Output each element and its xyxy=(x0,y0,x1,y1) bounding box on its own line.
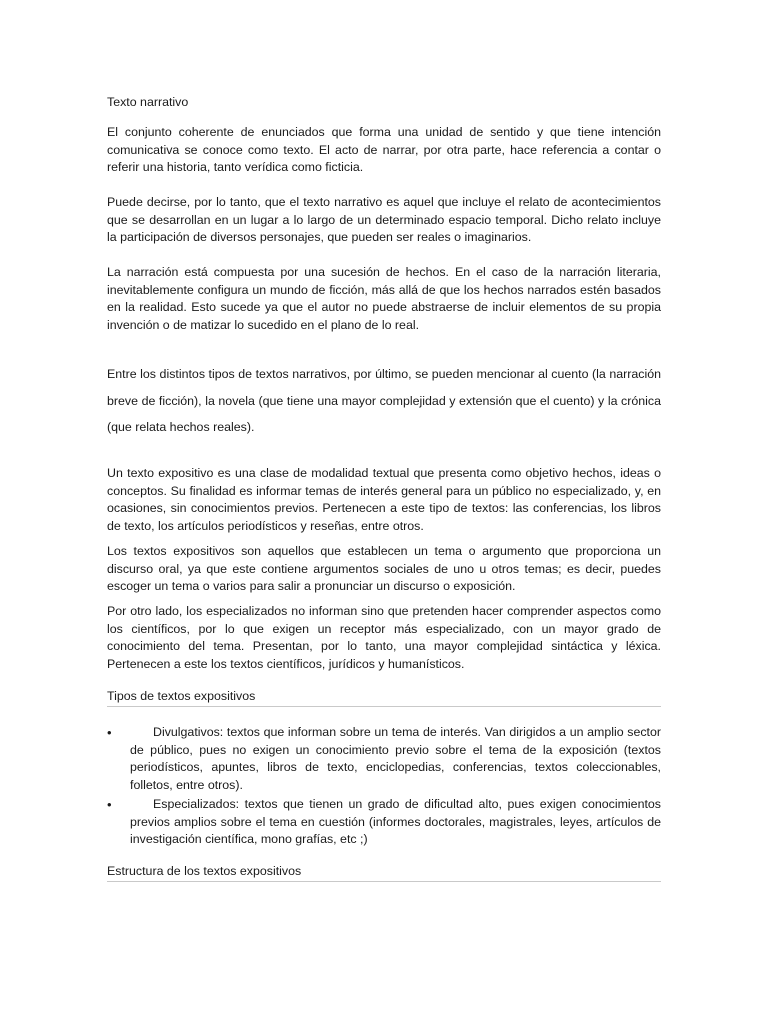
section-heading-types: Tipos de textos expositivos xyxy=(107,689,256,703)
paragraph-4: Entre los distintos tipos de textos narrativos, por último, se pueden mencionar al cuento (la narración breve de ficción), la novela (que tiene una mayor complejidad y extensión que el cuento) y la crónica (que relata hechos reales). xyxy=(107,367,661,434)
section-divider xyxy=(107,706,661,707)
list-item-text: Especializados: textos que tienen un grado de dificultad alto, pues exigen conocimientos previos amplios sobre el tema en cuestión (informes doctorales, magistrales, leyes, artículos de investigación científica, mono grafías, etc ;) xyxy=(130,797,661,846)
section-heading-structure: Estructura de los textos expositivos xyxy=(107,864,302,878)
paragraph-6: Los textos expositivos son aquellos que establecen un tema o argumento que proporciona un discurso oral, ya que este contiene argumentos sociales de uno u otros temas; es decir, puedes escoger un tema o varios para salir a pronunciar un discurso o exposición. xyxy=(107,544,661,593)
document-title: Texto narrativo xyxy=(107,95,189,109)
bullet-icon: • xyxy=(107,725,112,740)
paragraph-2: Puede decirse, por lo tanto, que el texto narrativo es aquel que incluye el relato de acontecimientos que se desarrollan en un lugar a lo largo de un determinado espacio temporal. Dicho relato incluye la participación de diversos personajes, que pueden ser reales o imaginarios. xyxy=(107,195,661,244)
list-item-text: Divulgativos: textos que informan sobre un tema de interés. Van dirigidos a un amplio sector de público, pues no exigen un conocimiento previo sobre el tema de la exposición (textos periodísticos, apuntes, libros de texto, enciclopedias, conferencias, textos coleccionables, folletos, entre otros). xyxy=(130,725,661,792)
paragraph-5: Un texto expositivo es una clase de modalidad textual que presenta como objetivo hechos, ideas o conceptos. Su finalidad es informar temas de interés general para un público no especializado, y, en ocasiones, sin conocimientos previos. Pertenecen a este tipo de textos: las conferencias, los libros de texto, los artículos periodísticos y reseñas, entre otros. xyxy=(107,466,661,533)
section-divider xyxy=(107,881,661,882)
paragraph-7: Por otro lado, los especializados no informan sino que pretenden hacer comprender aspectos como los científicos, por lo que exigen un receptor más especializado, con un mayor grado de conocimiento del tema. Presentan, por lo tanto, una mayor complejidad sintáctica y léxica. Pertenecen a este los textos científicos, jurídicos y humanísticos. xyxy=(107,604,661,671)
paragraph-3: La narración está compuesta por una sucesión de hechos. En el caso de la narración literaria, inevitablemente configura un mundo de ficción, más allá de que los hechos narrados estén basados en la realidad. Esto sucede ya que el autor no puede abstraerse de incluir elementos de su propia invención o de matizar lo sucedido en el plano de lo real. xyxy=(107,265,661,332)
bullet-icon: • xyxy=(107,797,112,812)
paragraph-1: El conjunto coherente de enunciados que forma una unidad de sentido y que tiene intención comunicativa se conoce como texto. El acto de narrar, por otra parte, hace referencia a contar o referir una historia, tanto verídica como ficticia. xyxy=(107,125,661,174)
